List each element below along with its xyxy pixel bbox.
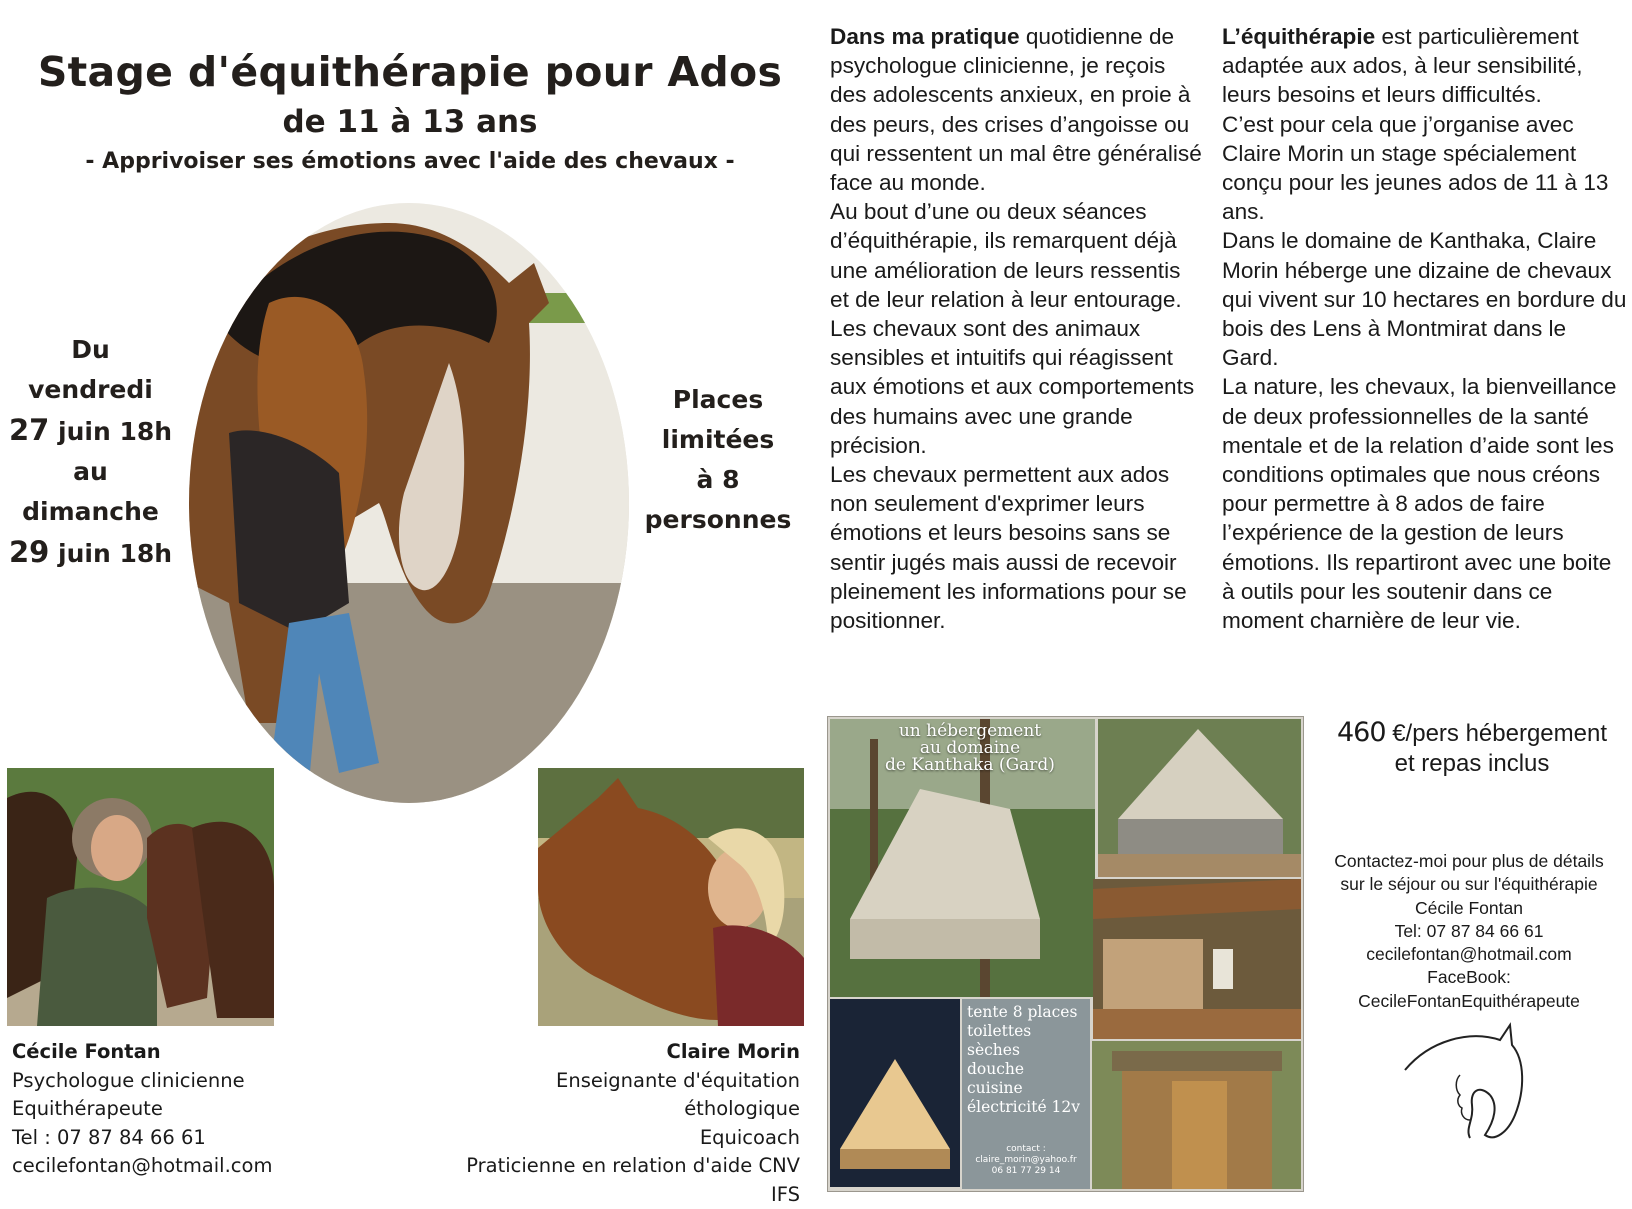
amenity-item: toilettes sèches	[967, 1022, 1032, 1059]
contact-line: sur le séjour ou sur l'équithérapie	[1340, 874, 1598, 895]
claire-name: Claire Morin	[666, 1040, 800, 1063]
paragraph: Les chevaux sont des animaux sensibles et intuitifs qui réagissent aux émotions et aux comportements des humains avec une grande précision.	[830, 316, 1195, 458]
paragraph: Au bout d’une ou deux séances d’équithérapie, ils remarquent déjà une amélioration de leurs ressentis et de leur relation à leur entourage.	[830, 199, 1182, 312]
places-line: Places	[672, 385, 764, 414]
price-amount: 460	[1336, 717, 1386, 748]
claire-role: Equicoach	[699, 1125, 800, 1149]
horse-head-logo-icon	[1400, 1020, 1530, 1145]
amenities-list	[967, 1003, 1087, 1117]
outdoor-kitchen-photo	[1093, 879, 1301, 1039]
end-date: 29 juin 18h	[8, 535, 173, 569]
wooden-cabin-photo	[1092, 1041, 1301, 1189]
places-line: limitées	[661, 425, 775, 454]
claire-role: Enseignante d'équitation éthologique	[556, 1068, 800, 1120]
collage-contact: contact : claire_morin@yahoo.fr 06 81 77 29 14	[975, 1144, 1077, 1176]
dates-block	[8, 330, 173, 574]
claire-with-horse-photo	[538, 768, 804, 1026]
cecile-role: Psychologue clinicienne	[12, 1068, 245, 1092]
facebook-link[interactable]: CecileFontanEquithérapeute	[1358, 990, 1580, 1011]
contact-name: Cécile Fontan	[1415, 897, 1523, 918]
girl-with-horse-photo	[189, 203, 629, 803]
amenity-item: électricité 12v	[967, 1098, 1081, 1116]
accommodation-collage	[827, 716, 1304, 1192]
price-block	[1322, 718, 1622, 779]
places-line: personnes	[644, 505, 792, 534]
price-line: 460 €/pers hébergement	[1336, 717, 1608, 748]
dates-line: vendredi	[28, 375, 153, 404]
photo-illustration	[7, 768, 274, 1026]
amenity-item: tente 8 places	[967, 1003, 1078, 1021]
contact-phone: Tel: 07 87 84 66 61	[1394, 920, 1544, 941]
cecile-role: Equithérapeute	[12, 1097, 163, 1120]
paragraph: C’est pour cela que j’organise avec Claire Morin un stage spécialement conçu pour les jeunes ados de 11 à 13 ans.	[1222, 111, 1609, 225]
tagline: - Apprivoiser ses émotions avec l'aide des chevaux -	[85, 149, 735, 174]
claire-caption	[440, 1038, 800, 1209]
paragraph: L’équithérapie est particulièrement adaptée aux ados, à leur sensibilité, leurs besoins et leurs difficultés.	[1222, 24, 1583, 108]
paragraph: Dans ma pratique quotidienne de psychologue clinicienne, je reçois des adolescents anxieux, en proie à des peurs, des crises d’angoisse ou qui ressentent un mal être généralisé face au monde.	[830, 24, 1202, 196]
cecile-caption	[12, 1038, 312, 1181]
tent-bench-photo	[1098, 719, 1301, 877]
page-title: Stage d'équithérapie pour Ados	[37, 48, 783, 96]
price-line: et repas inclus	[1394, 750, 1550, 777]
contact-line: FaceBook:	[1427, 967, 1511, 988]
dates-line: au	[73, 457, 108, 486]
text-column-1	[830, 22, 1205, 635]
cecile-email[interactable]: cecilefontan@hotmail.com	[12, 1154, 273, 1177]
dates-line: Du	[71, 335, 110, 364]
dates-line: dimanche	[22, 497, 159, 526]
text-column-2	[1222, 22, 1627, 635]
cecile-phone: Tel : 07 87 84 66 61	[12, 1125, 206, 1149]
amenity-item: cuisine	[967, 1079, 1023, 1097]
claire-role: Praticienne en relation d'aide CNV IFS	[466, 1154, 800, 1206]
start-date: 27 juin 18h	[8, 413, 173, 447]
contact-line: Contactez-moi pour plus de détails	[1334, 851, 1604, 871]
cecile-with-horses-photo	[7, 768, 274, 1026]
tent-forest-photo	[830, 719, 1095, 997]
places-line: à 8	[696, 465, 740, 494]
paragraph: Dans le domaine de Kanthaka, Claire Morin héberge une dizaine de chevaux qui vivent sur 10 hectares en bordure du bois des Lens à Montmirat dans le Gard.	[1222, 228, 1627, 371]
paragraph: La nature, les chevaux, la bienveillance de deux professionnelles de la santé mentale et de la relation d’aide sont les conditions optimales que nous créons pour permettre à 8 ados de faire l’expérience de la gestion de leurs émotions. Ils repartiront avec une boite à outils pour les soutenir dans ce moment charnière de leur vie.	[1222, 374, 1617, 634]
contact-block	[1310, 850, 1628, 1013]
tent-night-photo	[830, 999, 960, 1187]
contact-email[interactable]: cecilefontan@hotmail.com	[1366, 944, 1572, 965]
places-block	[633, 380, 803, 540]
photo-illustration	[189, 203, 629, 803]
info-panel	[962, 999, 1090, 1189]
cecile-name: Cécile Fontan	[12, 1040, 161, 1063]
age-range-subtitle: de 11 à 13 ans	[282, 104, 538, 140]
amenity-item: douche	[967, 1060, 1025, 1078]
photo-illustration	[538, 768, 804, 1026]
collage-heading: un hébergement au domaine de Kanthaka (Gard)	[885, 721, 1055, 775]
paragraph: Les chevaux permettent aux ados non seulement d'exprimer leurs émotions et leurs besoins sans se sentir jugés mais aussi de recevoir pleinement les informations pour se positionner.	[830, 462, 1187, 634]
